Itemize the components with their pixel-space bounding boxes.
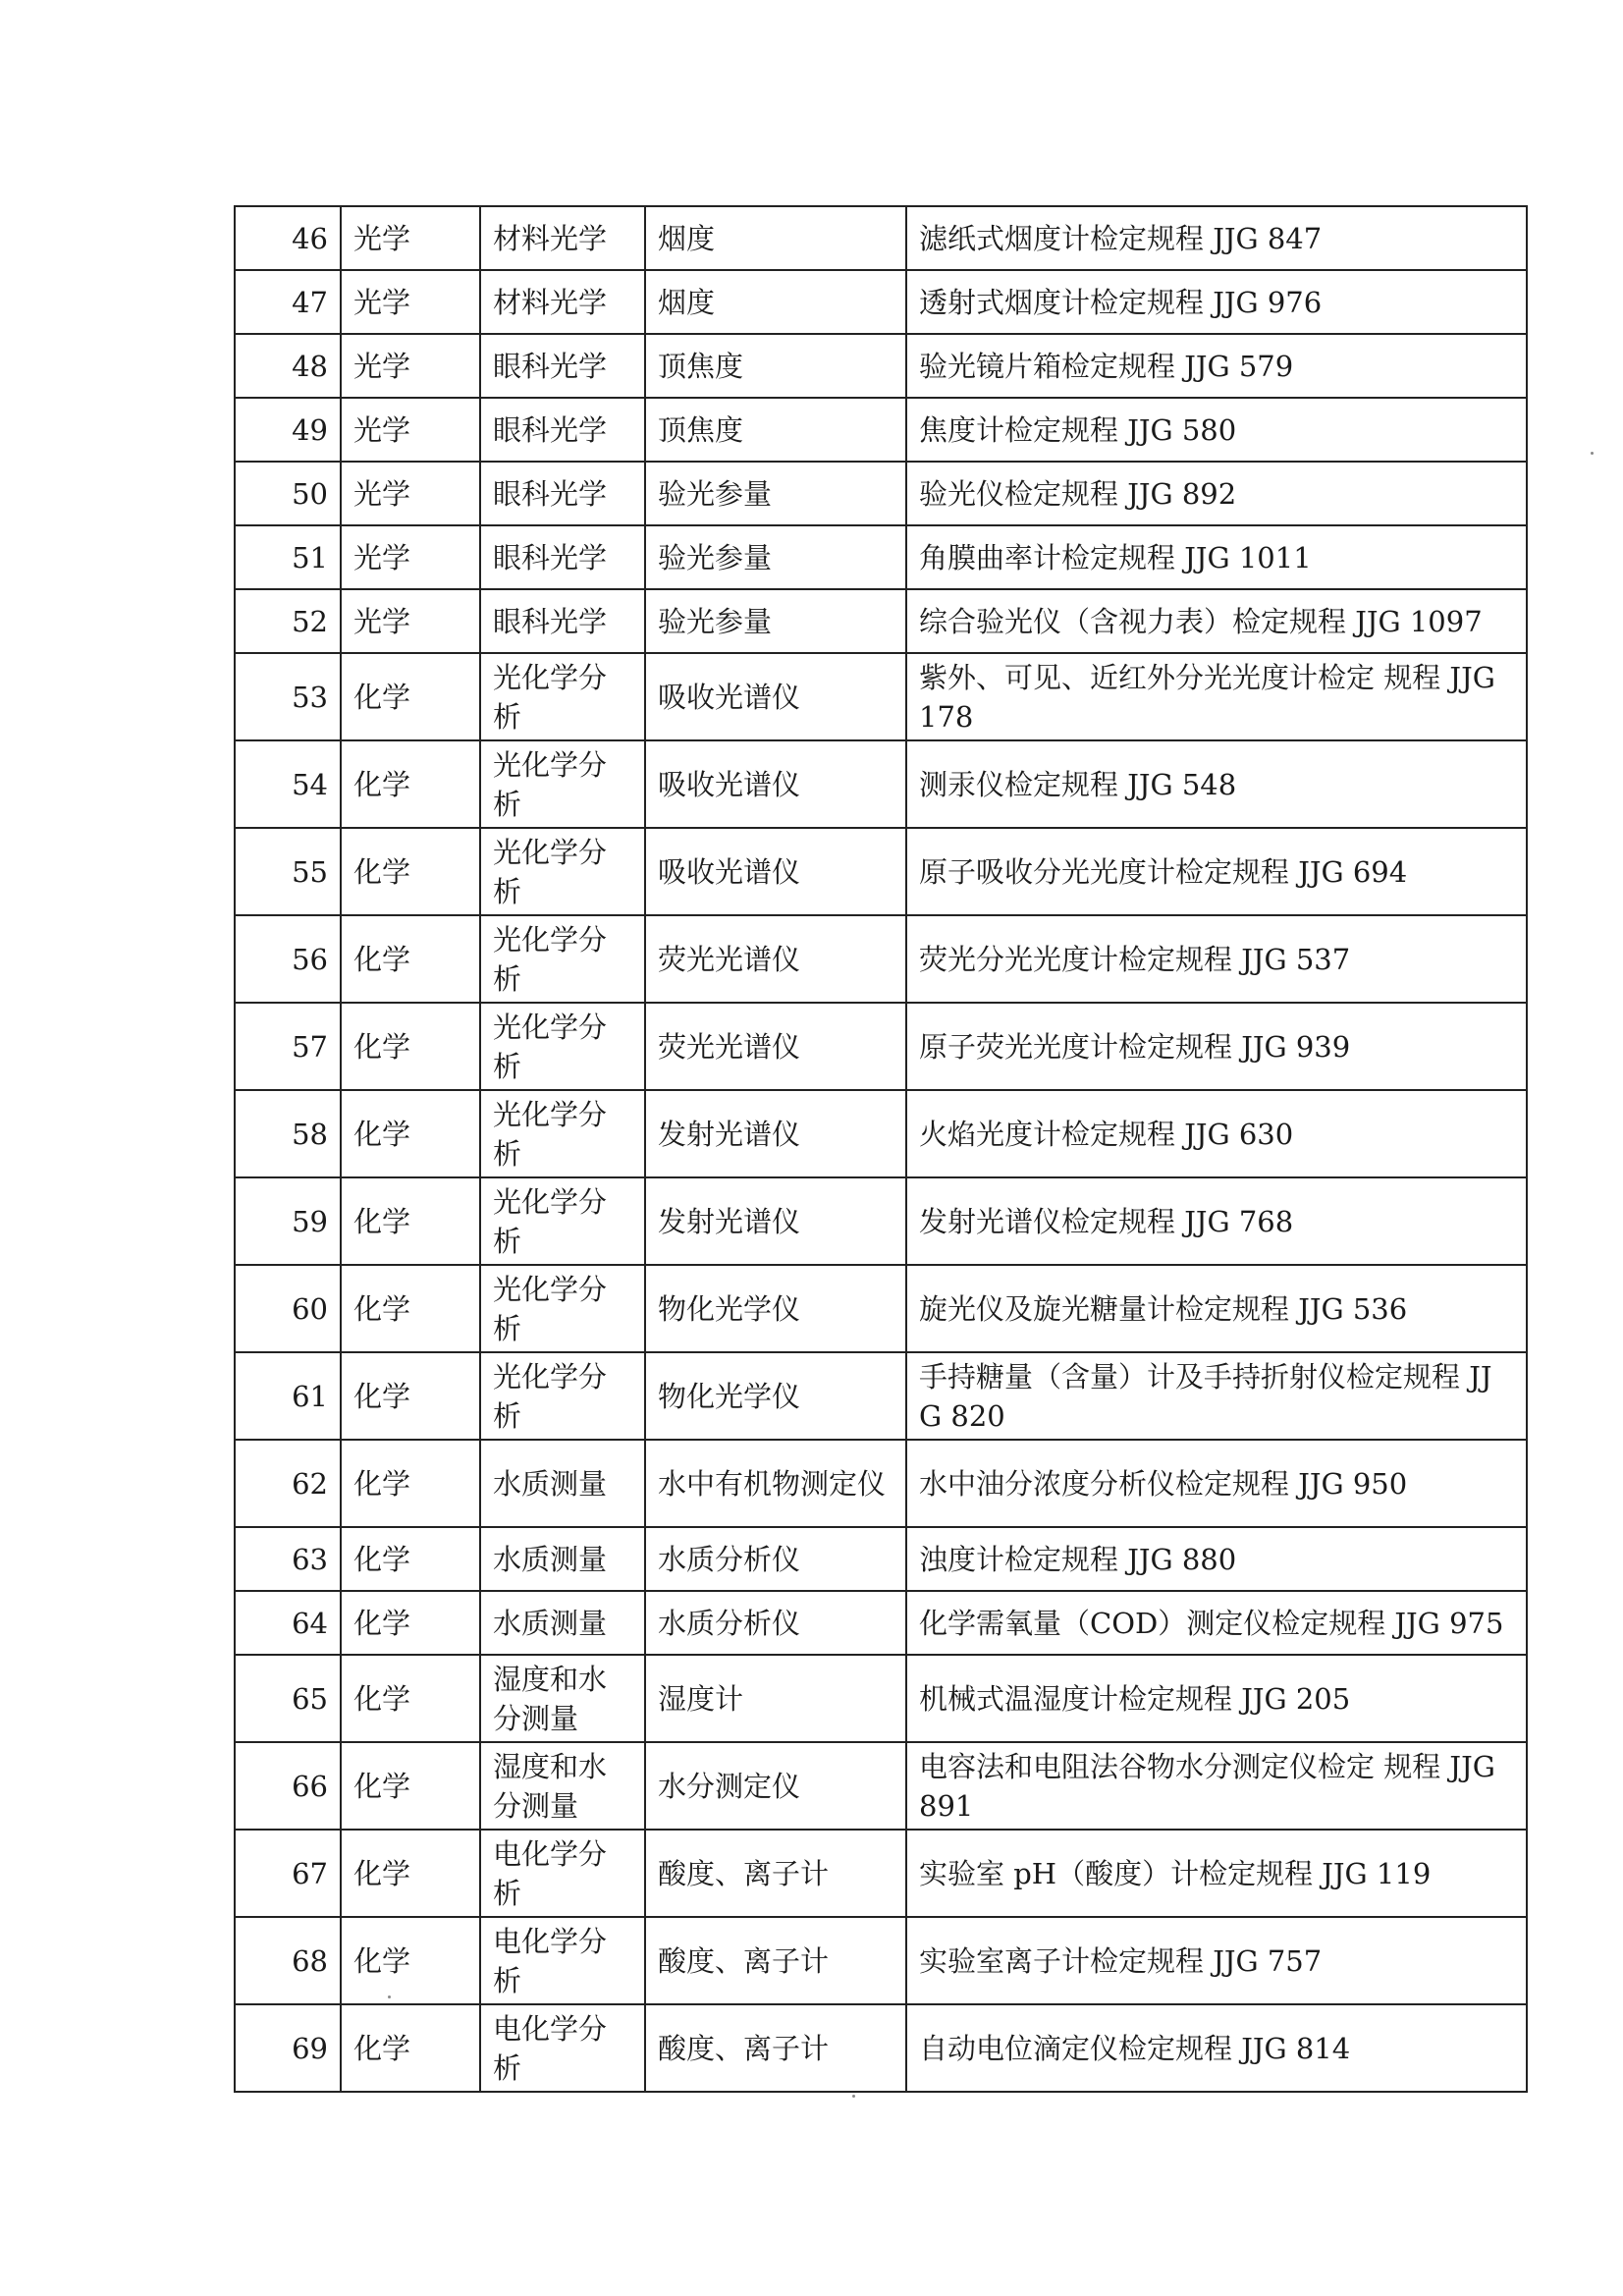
field-cell: 光学 — [341, 206, 480, 270]
subfield-cell: 电化学分析 — [480, 1917, 645, 2004]
table-row — [235, 1090, 1527, 1177]
item-cell: 酸度、离子计 — [645, 2004, 906, 2092]
field-cell: 化学 — [341, 1527, 480, 1591]
regulation-cell: 荧光分光光度计检定规程 JJG 537 — [906, 915, 1527, 1003]
item-cell: 荧光光谱仪 — [645, 915, 906, 1003]
item-cell: 顶焦度 — [645, 398, 906, 462]
table-row — [235, 1591, 1527, 1655]
table-row — [235, 398, 1527, 462]
row-number: 52 — [235, 589, 341, 653]
table-row — [235, 828, 1527, 915]
item-cell: 烟度 — [645, 206, 906, 270]
regulation-cell: 验光仪检定规程 JJG 892 — [906, 462, 1527, 525]
subfield-cell: 湿度和水分测量 — [480, 1655, 645, 1742]
field-cell: 化学 — [341, 1440, 480, 1527]
table-row — [235, 589, 1527, 653]
table-row — [235, 206, 1527, 270]
item-cell: 验光参量 — [645, 589, 906, 653]
field-cell: 光学 — [341, 525, 480, 589]
row-number: 49 — [235, 398, 341, 462]
regulation-cell: 旋光仪及旋光糖量计检定规程 JJG 536 — [906, 1265, 1527, 1352]
regulation-cell: 综合验光仪（含视力表）检定规程 JJG 1097 — [906, 589, 1527, 653]
field-cell: 化学 — [341, 1265, 480, 1352]
subfield-cell: 水质测量 — [480, 1440, 645, 1527]
table-row — [235, 1830, 1527, 1917]
subfield-cell: 眼科光学 — [480, 589, 645, 653]
scan-speck — [852, 2095, 855, 2098]
field-cell: 光学 — [341, 589, 480, 653]
item-cell: 湿度计 — [645, 1655, 906, 1742]
table-row — [235, 1655, 1527, 1742]
row-number: 50 — [235, 462, 341, 525]
regulation-cell: 原子荧光光度计检定规程 JJG 939 — [906, 1003, 1527, 1090]
subfield-cell: 光化学分析 — [480, 1090, 645, 1177]
row-number: 69 — [235, 2004, 341, 2092]
field-cell: 光学 — [341, 270, 480, 334]
table-row — [235, 1742, 1527, 1830]
field-cell: 光学 — [341, 398, 480, 462]
item-cell: 酸度、离子计 — [645, 1830, 906, 1917]
row-number: 47 — [235, 270, 341, 334]
regulation-cell: 紫外、可见、近红外分光光度计检定 规程 JJG 178 — [906, 653, 1527, 740]
item-cell: 验光参量 — [645, 462, 906, 525]
row-number: 61 — [235, 1352, 341, 1440]
field-cell: 化学 — [341, 1352, 480, 1440]
row-number: 51 — [235, 525, 341, 589]
subfield-cell: 光化学分析 — [480, 1003, 645, 1090]
subfield-cell: 眼科光学 — [480, 462, 645, 525]
regulation-cell: 测汞仪检定规程 JJG 548 — [906, 740, 1527, 828]
field-cell: 光学 — [341, 462, 480, 525]
table-row — [235, 1440, 1527, 1527]
subfield-cell: 光化学分析 — [480, 1352, 645, 1440]
item-cell: 水质分析仪 — [645, 1527, 906, 1591]
field-cell: 化学 — [341, 1591, 480, 1655]
regulation-cell: 自动电位滴定仪检定规程 JJG 814 — [906, 2004, 1527, 2092]
subfield-cell: 水质测量 — [480, 1591, 645, 1655]
field-cell: 化学 — [341, 1177, 480, 1265]
row-number: 55 — [235, 828, 341, 915]
row-number: 60 — [235, 1265, 341, 1352]
regulation-cell: 化学需氧量（COD）测定仪检定规程 JJG 975 — [906, 1591, 1527, 1655]
subfield-cell: 光化学分析 — [480, 1177, 645, 1265]
regulation-cell: 浊度计检定规程 JJG 880 — [906, 1527, 1527, 1591]
table-row — [235, 740, 1527, 828]
field-cell: 化学 — [341, 653, 480, 740]
item-cell: 水质分析仪 — [645, 1591, 906, 1655]
field-cell: 化学 — [341, 1090, 480, 1177]
subfield-cell: 电化学分析 — [480, 2004, 645, 2092]
field-cell: 化学 — [341, 1003, 480, 1090]
row-number: 48 — [235, 334, 341, 398]
item-cell: 荧光光谱仪 — [645, 1003, 906, 1090]
table-row — [235, 1917, 1527, 2004]
row-number: 62 — [235, 1440, 341, 1527]
item-cell: 发射光谱仪 — [645, 1090, 906, 1177]
regulation-cell: 实验室离子计检定规程 JJG 757 — [906, 1917, 1527, 2004]
regulation-cell: 角膜曲率计检定规程 JJG 1011 — [906, 525, 1527, 589]
item-cell: 吸收光谱仪 — [645, 828, 906, 915]
field-cell: 化学 — [341, 2004, 480, 2092]
item-cell: 物化光学仪 — [645, 1352, 906, 1440]
table-row — [235, 1003, 1527, 1090]
row-number: 67 — [235, 1830, 341, 1917]
row-number: 46 — [235, 206, 341, 270]
regulation-cell: 水中油分浓度分析仪检定规程 JJG 950 — [906, 1440, 1527, 1527]
subfield-cell: 材料光学 — [480, 206, 645, 270]
item-cell: 发射光谱仪 — [645, 1177, 906, 1265]
regulation-cell: 原子吸收分光光度计检定规程 JJG 694 — [906, 828, 1527, 915]
regulation-cell: 机械式温湿度计检定规程 JJG 205 — [906, 1655, 1527, 1742]
field-cell: 化学 — [341, 828, 480, 915]
table-row — [235, 1177, 1527, 1265]
item-cell: 顶焦度 — [645, 334, 906, 398]
regulation-cell: 实验室 pH（酸度）计检定规程 JJG 119 — [906, 1830, 1527, 1917]
field-cell: 化学 — [341, 740, 480, 828]
item-cell: 水中有机物测定仪 — [645, 1440, 906, 1527]
scan-speck — [1591, 452, 1594, 455]
table-row — [235, 1527, 1527, 1591]
item-cell: 吸收光谱仪 — [645, 653, 906, 740]
row-number: 53 — [235, 653, 341, 740]
item-cell: 水分测定仪 — [645, 1742, 906, 1830]
item-cell: 酸度、离子计 — [645, 1917, 906, 2004]
row-number: 68 — [235, 1917, 341, 2004]
subfield-cell: 电化学分析 — [480, 1830, 645, 1917]
regulation-cell: 焦度计检定规程 JJG 580 — [906, 398, 1527, 462]
scan-speck — [388, 1995, 391, 1998]
table-row — [235, 653, 1527, 740]
item-cell: 烟度 — [645, 270, 906, 334]
subfield-cell: 光化学分析 — [480, 1265, 645, 1352]
row-number: 58 — [235, 1090, 341, 1177]
subfield-cell: 光化学分析 — [480, 653, 645, 740]
subfield-cell: 材料光学 — [480, 270, 645, 334]
row-number: 54 — [235, 740, 341, 828]
item-cell: 物化光学仪 — [645, 1265, 906, 1352]
row-number: 56 — [235, 915, 341, 1003]
subfield-cell: 眼科光学 — [480, 398, 645, 462]
field-cell: 化学 — [341, 915, 480, 1003]
table-row — [235, 525, 1527, 589]
table-row — [235, 462, 1527, 525]
row-number: 66 — [235, 1742, 341, 1830]
subfield-cell: 眼科光学 — [480, 525, 645, 589]
verification-regulation-table — [234, 205, 1528, 2093]
field-cell: 化学 — [341, 1917, 480, 2004]
subfield-cell: 眼科光学 — [480, 334, 645, 398]
row-number: 57 — [235, 1003, 341, 1090]
subfield-cell: 光化学分析 — [480, 915, 645, 1003]
subfield-cell: 水质测量 — [480, 1527, 645, 1591]
field-cell: 化学 — [341, 1830, 480, 1917]
field-cell: 化学 — [341, 1655, 480, 1742]
table-row — [235, 334, 1527, 398]
regulation-cell: 滤纸式烟度计检定规程 JJG 847 — [906, 206, 1527, 270]
item-cell: 吸收光谱仪 — [645, 740, 906, 828]
row-number: 63 — [235, 1527, 341, 1591]
regulation-cell: 火焰光度计检定规程 JJG 630 — [906, 1090, 1527, 1177]
table-row — [235, 915, 1527, 1003]
field-cell: 光学 — [341, 334, 480, 398]
regulation-cell: 验光镜片箱检定规程 JJG 579 — [906, 334, 1527, 398]
row-number: 59 — [235, 1177, 341, 1265]
table-row — [235, 2004, 1527, 2092]
regulation-cell: 透射式烟度计检定规程 JJG 976 — [906, 270, 1527, 334]
table-row — [235, 1352, 1527, 1440]
regulation-cell: 发射光谱仪检定规程 JJG 768 — [906, 1177, 1527, 1265]
subfield-cell: 光化学分析 — [480, 828, 645, 915]
subfield-cell: 湿度和水分测量 — [480, 1742, 645, 1830]
table-row — [235, 1265, 1527, 1352]
regulation-cell: 电容法和电阻法谷物水分测定仪检定 规程 JJG 891 — [906, 1742, 1527, 1830]
field-cell: 化学 — [341, 1742, 480, 1830]
regulation-cell: 手持糖量（含量）计及手持折射仪检定规程 JJG 820 — [906, 1352, 1527, 1440]
item-cell: 验光参量 — [645, 525, 906, 589]
row-number: 64 — [235, 1591, 341, 1655]
subfield-cell: 光化学分析 — [480, 740, 645, 828]
table-body — [235, 206, 1527, 2092]
row-number: 65 — [235, 1655, 341, 1742]
table-row — [235, 270, 1527, 334]
